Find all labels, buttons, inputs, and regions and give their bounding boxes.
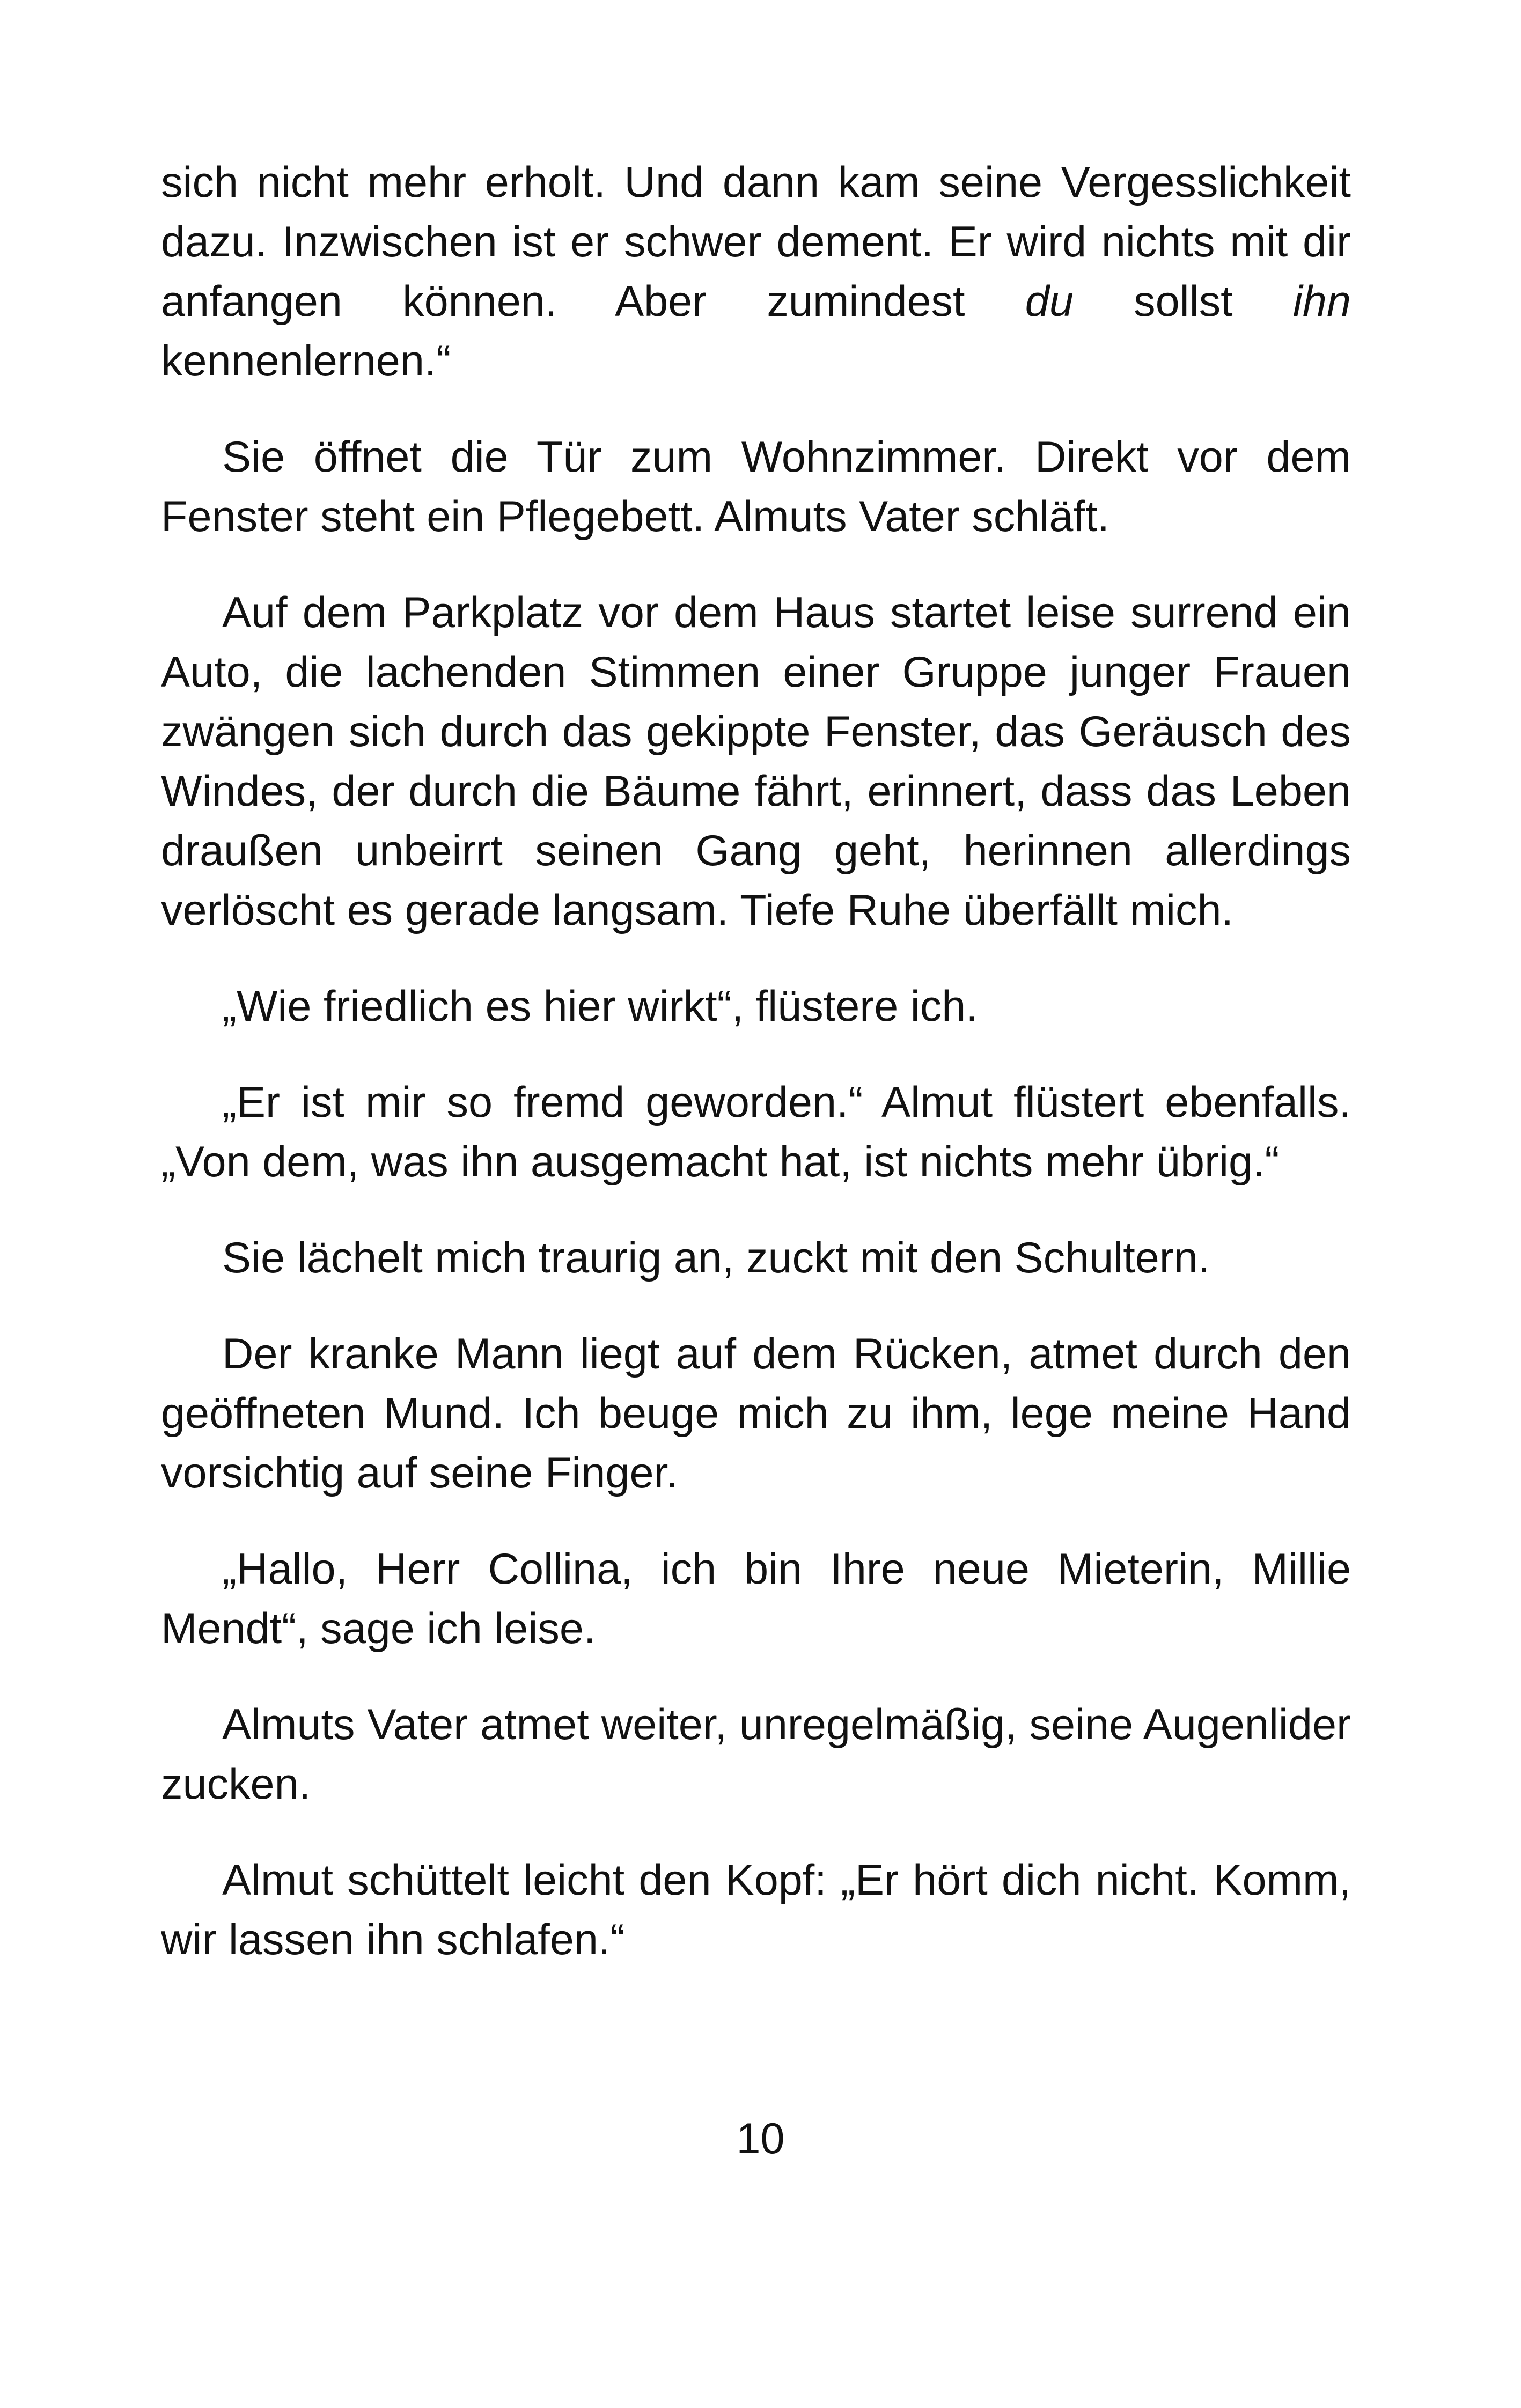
- paragraph: [161, 977, 1351, 1036]
- paragraph: [161, 583, 1351, 940]
- text-run: „Er ist mir so fremd geworden.“ Almut flüstert ebenfalls. „Von dem, was ihn ausgemacht hat, ist nichts mehr übrig.“: [161, 1078, 1351, 1186]
- italic-text: du: [1025, 277, 1074, 326]
- paragraph: [161, 1695, 1351, 1814]
- page-number: 10: [736, 2115, 785, 2163]
- text-run: Almuts Vater atmet weiter, unregelmäßig, seine Augenlider zucken.: [161, 1700, 1351, 1808]
- text-run: sich nicht mehr erholt. Und dann kam seine Vergesslichkeit dazu. Inzwischen ist er schwer dement. Er wird nichts mit dir anfangen können. Aber zumindest: [161, 158, 1351, 326]
- italic-text: ihn: [1292, 277, 1351, 326]
- paragraph: [161, 153, 1351, 391]
- paragraph: [161, 1851, 1351, 1970]
- text-run: kennenlernen.“: [161, 337, 451, 385]
- text-run: Almut schüttelt leicht den Kopf: „Er hört dich nicht. Komm, wir lassen ihn schlafen.“: [161, 1856, 1351, 1964]
- paragraph: [161, 1073, 1351, 1192]
- paragraph: [161, 1540, 1351, 1659]
- text-run: sollst: [1073, 277, 1293, 326]
- body-text: [161, 153, 1351, 1970]
- paragraph: [161, 428, 1351, 547]
- text-run: Sie öffnet die Tür zum Wohnzimmer. Direkt vor dem Fenster steht ein Pflegebett. Almuts Vater schläft.: [161, 433, 1351, 541]
- text-run: Sie lächelt mich traurig an, zuckt mit den Schultern.: [222, 1234, 1210, 1282]
- text-run: Auf dem Parkplatz vor dem Haus startet leise surrend ein Auto, die lachenden Stimmen einer Gruppe junger Frauen zwängen sich durch das gekippte Fenster, das Geräusch des Windes, der durch die Bäume fährt, erinnert, dass das Leben draußen unbeirrt seinen Gang geht, herinnen allerdings verlöscht es gerade langsam. Tiefe Ruhe überfällt mich.: [161, 588, 1351, 934]
- paragraph: [161, 1324, 1351, 1503]
- text-run: „Hallo, Herr Collina, ich bin Ihre neue Mieterin, Millie Mendt“, sage ich leise.: [161, 1545, 1351, 1653]
- text-run: Der kranke Mann liegt auf dem Rücken, atmet durch den geöffneten Mund. Ich beuge mich zu ihm, lege meine Hand vorsichtig auf seine Finger.: [161, 1330, 1351, 1497]
- text-run: „Wie friedlich es hier wirkt“, flüstere ich.: [222, 982, 978, 1030]
- paragraph: [161, 1228, 1351, 1288]
